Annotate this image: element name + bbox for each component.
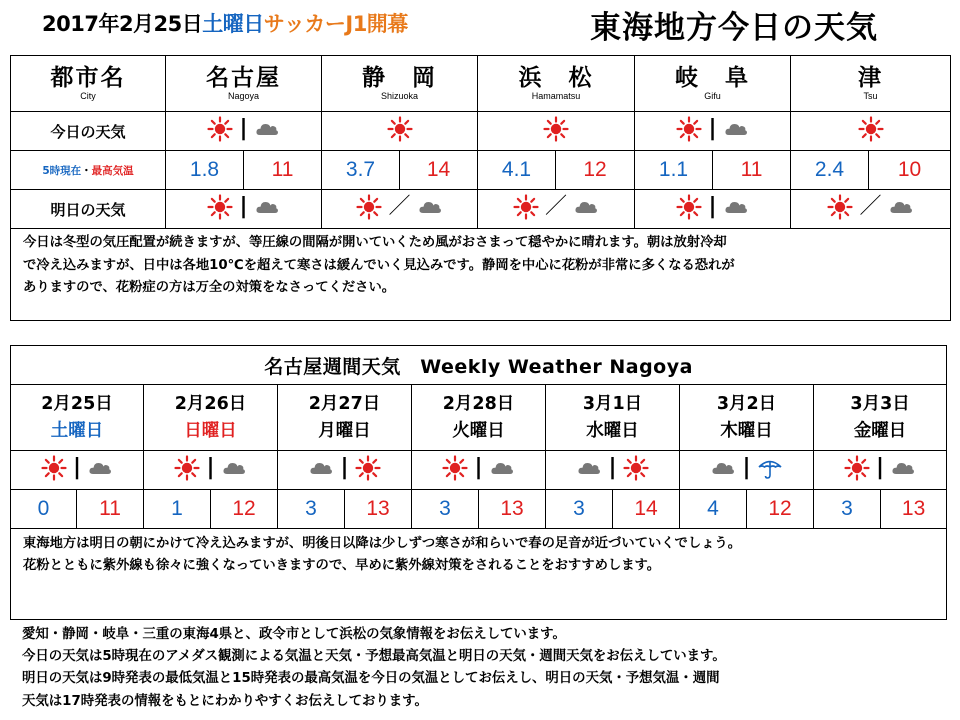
max-temp-value: 12 bbox=[556, 151, 635, 190]
day-weekday: 土曜日 bbox=[50, 420, 104, 441]
footer-line: 天気は17時発表の情報をもとにわかりやすくお伝えしております。 bbox=[22, 693, 428, 709]
sun-icon bbox=[827, 194, 853, 220]
sun-icon bbox=[543, 116, 569, 142]
separator-slash: ／ bbox=[859, 194, 882, 219]
sun-icon bbox=[356, 194, 382, 220]
separator-bar: | bbox=[239, 116, 248, 141]
sun-icon bbox=[207, 116, 233, 142]
min-temp-value: 3 bbox=[546, 490, 613, 529]
comment-line: で冷え込みますが、日中は各地10℃を超えて寒さは緩んでいく見込みです。静岡を中心に花粉が非常に多くなる恐れが bbox=[23, 257, 735, 273]
max-temp-value: 11 bbox=[713, 151, 791, 190]
weekly-comment-row bbox=[11, 529, 947, 620]
city-name-en: Hamamatsu bbox=[531, 91, 581, 101]
weekly-icons-cell bbox=[412, 451, 546, 490]
city-header-row bbox=[11, 56, 951, 112]
sun-icon bbox=[41, 455, 67, 481]
sun-icon bbox=[355, 455, 381, 481]
day-date: 3月1日 bbox=[582, 393, 643, 414]
city-cell-gifu bbox=[635, 56, 791, 112]
separator-bar: | bbox=[708, 116, 717, 141]
sun-icon bbox=[207, 194, 233, 220]
separator-bar: | bbox=[876, 455, 885, 480]
weekly-comment bbox=[11, 529, 947, 620]
footer-notes bbox=[22, 624, 942, 713]
tomorrow-icons-cell bbox=[791, 190, 951, 229]
city-cell-hamamatsu bbox=[478, 56, 635, 112]
city-name: 名古屋 bbox=[206, 65, 281, 91]
max-temp-value: 10 bbox=[869, 151, 951, 190]
tomorrow-icons-cell bbox=[166, 190, 322, 229]
current-temp-value: 4.1 bbox=[478, 151, 556, 190]
tomorrow-weather-label: 明日の天気 bbox=[11, 190, 166, 229]
cloud-icon bbox=[489, 455, 515, 481]
day-weekday: 水曜日 bbox=[586, 420, 639, 441]
sun-icon bbox=[844, 455, 870, 481]
footer-line: 明日の天気は9時発表の最低気温と15時発表の最高気温を今日の気温としてお伝えし、明日の天気・予想気温・週間 bbox=[22, 671, 720, 687]
day-weekday: 金曜日 bbox=[853, 420, 907, 441]
city-header-cell bbox=[11, 56, 166, 112]
sun-icon bbox=[623, 455, 649, 481]
max-temp-value: 14 bbox=[613, 490, 680, 529]
cloud-icon bbox=[723, 194, 749, 220]
max-temp-value: 13 bbox=[345, 490, 412, 529]
separator-bar: | bbox=[340, 455, 349, 480]
sun-icon bbox=[174, 455, 200, 481]
sun-icon bbox=[676, 116, 702, 142]
cloud-icon bbox=[221, 455, 247, 481]
city-name: 静 岡 bbox=[362, 65, 437, 91]
weekly-day-header bbox=[278, 385, 412, 451]
weekly-icons-cell bbox=[278, 451, 412, 490]
weekly-day-header bbox=[814, 385, 947, 451]
sun-icon bbox=[442, 455, 468, 481]
today-weather-row bbox=[11, 112, 951, 151]
header-date: 2017年2月25日 bbox=[42, 12, 203, 36]
weekly-icons-row bbox=[11, 451, 947, 490]
city-header-label: 都市名 bbox=[50, 65, 126, 91]
separator-bar: | bbox=[239, 194, 248, 219]
comment-line: ありますので、花粉症の方は万全の対策をなさってください。 bbox=[23, 280, 396, 295]
separator-bar: | bbox=[206, 455, 215, 480]
separator-slash: ／ bbox=[388, 194, 411, 219]
day-date: 2月26日 bbox=[174, 393, 247, 414]
weekly-icons-cell bbox=[680, 451, 814, 490]
day-date: 2月27日 bbox=[308, 393, 381, 414]
temperature-row bbox=[11, 151, 951, 190]
current-temp-value: 1.1 bbox=[635, 151, 713, 190]
min-temp-value: 1 bbox=[144, 490, 211, 529]
current-temp-value: 1.8 bbox=[166, 151, 244, 190]
header-event: サッカーJ1開幕 bbox=[263, 12, 408, 36]
header-date-line bbox=[42, 8, 408, 38]
cloud-icon bbox=[576, 455, 602, 481]
cloud-icon bbox=[308, 455, 334, 481]
weekly-icons-cell bbox=[11, 451, 144, 490]
separator-bar: | bbox=[72, 455, 82, 480]
weekly-icons-cell bbox=[546, 451, 680, 490]
page-header bbox=[0, 2, 960, 50]
weekly-day-header bbox=[412, 385, 546, 451]
max-temp-value: 14 bbox=[400, 151, 478, 190]
max-temp-value: 12 bbox=[211, 490, 278, 529]
today-weather-label: 今日の天気 bbox=[11, 112, 166, 151]
tomorrow-icons-cell bbox=[635, 190, 791, 229]
today-comment-row bbox=[11, 229, 951, 321]
max-temp-value: 13 bbox=[479, 490, 546, 529]
separator-bar: | bbox=[742, 455, 751, 480]
weekly-day-header bbox=[546, 385, 680, 451]
day-weekday: 日曜日 bbox=[184, 420, 237, 441]
city-cell-shizuoka bbox=[322, 56, 478, 112]
umbrella-icon bbox=[757, 455, 783, 481]
city-name-en: Tsu bbox=[863, 91, 878, 101]
max-temp-value: 11 bbox=[77, 490, 144, 529]
cloud-icon bbox=[890, 455, 916, 481]
cloud-icon bbox=[254, 194, 280, 220]
weekly-title-row bbox=[11, 346, 947, 385]
temperature-label bbox=[11, 151, 166, 190]
comment-line: 東海地方は明日の朝にかけて冷え込みますが、明後日以降は少しずつ寒さが和らいで春の足音が近づいていくでしょう。 bbox=[23, 536, 742, 551]
city-name-en: Nagoya bbox=[227, 91, 260, 101]
weekly-day-header bbox=[11, 385, 144, 451]
weekly-day-header bbox=[144, 385, 278, 451]
weekly-weather-table bbox=[10, 345, 947, 620]
city-name: 岐 阜 bbox=[675, 65, 750, 91]
max-temp-value: 13 bbox=[881, 490, 947, 529]
weekly-icons-cell bbox=[144, 451, 278, 490]
current-temp-value: 3.7 bbox=[322, 151, 400, 190]
day-date: 3月2日 bbox=[716, 393, 777, 414]
min-temp-value: 3 bbox=[412, 490, 479, 529]
today-icons-cell bbox=[791, 112, 951, 151]
header-weekday: 土曜日 bbox=[202, 12, 264, 36]
today-icons-cell bbox=[166, 112, 322, 151]
footer-line: 今日の天気は5時現在のアメダス観測による気温と天気・予想最高気温と明日の天気・週間天気をお伝えしています。 bbox=[22, 649, 726, 665]
page-title: 東海地方今日の天気 bbox=[590, 10, 878, 46]
current-temp-label: 5時現在 bbox=[42, 164, 82, 177]
weekly-day-header bbox=[680, 385, 814, 451]
sun-icon bbox=[387, 116, 413, 142]
comment-line: 今日は冬型の気圧配置が続きますが、等圧線の間隔が開いていくため風がおさまって穏やかに晴れます。朝は放射冷却 bbox=[23, 235, 727, 250]
cloud-icon bbox=[888, 194, 914, 220]
label-dot: ・ bbox=[81, 164, 92, 177]
weekly-date-row bbox=[11, 385, 947, 451]
cloud-icon bbox=[723, 116, 749, 142]
comment-line: 花粉とともに紫外線も徐々に強くなっていきますので、早めに紫外線対策をされることをおすすめします。 bbox=[23, 558, 661, 573]
cloud-icon bbox=[417, 194, 443, 220]
separator-bar: | bbox=[608, 455, 617, 480]
weekly-icons-cell bbox=[814, 451, 947, 490]
city-name-en: Shizuoka bbox=[380, 91, 419, 101]
city-cell-nagoya bbox=[166, 56, 322, 112]
sun-icon bbox=[513, 194, 539, 220]
current-temp-value: 2.4 bbox=[791, 151, 869, 190]
today-icons-cell bbox=[478, 112, 635, 151]
sun-icon bbox=[858, 116, 884, 142]
min-temp-value: 3 bbox=[278, 490, 345, 529]
max-temp-value: 12 bbox=[747, 490, 814, 529]
separator-bar: | bbox=[474, 455, 483, 480]
weekly-temps-row bbox=[11, 490, 947, 529]
separator-bar: | bbox=[708, 194, 717, 219]
cloud-icon bbox=[87, 455, 113, 481]
city-cell-tsu bbox=[791, 56, 951, 112]
day-date: 3月3日 bbox=[850, 393, 910, 414]
max-temp-value: 11 bbox=[244, 151, 322, 190]
day-weekday: 木曜日 bbox=[720, 420, 773, 441]
cloud-icon bbox=[254, 116, 280, 142]
city-name: 浜 松 bbox=[518, 65, 594, 91]
day-date: 2月28日 bbox=[442, 393, 515, 414]
min-temp-value: 0 bbox=[11, 490, 77, 529]
day-weekday: 火曜日 bbox=[452, 420, 505, 441]
today-icons-cell bbox=[322, 112, 478, 151]
day-date: 2月25日 bbox=[41, 393, 113, 414]
sun-icon bbox=[676, 194, 702, 220]
weekly-title: 名古屋週間天気 Weekly Weather Nagoya bbox=[11, 346, 947, 385]
today-comment bbox=[11, 229, 951, 321]
today-icons-cell bbox=[635, 112, 791, 151]
cloud-icon bbox=[710, 455, 736, 481]
tomorrow-icons-cell bbox=[478, 190, 635, 229]
city-name-en: Gifu bbox=[704, 91, 721, 101]
separator-slash: ／ bbox=[544, 194, 567, 219]
today-weather-table bbox=[10, 55, 951, 321]
tomorrow-weather-row bbox=[11, 190, 951, 229]
max-temp-label: 最高気温 bbox=[91, 164, 134, 177]
min-temp-value: 4 bbox=[680, 490, 747, 529]
min-temp-value: 3 bbox=[814, 490, 881, 529]
tomorrow-icons-cell bbox=[322, 190, 478, 229]
day-weekday: 月曜日 bbox=[318, 420, 371, 441]
city-name: 津 bbox=[858, 65, 883, 91]
city-header-label-en: City bbox=[80, 91, 96, 101]
cloud-icon bbox=[573, 194, 599, 220]
footer-line: 愛知・静岡・岐阜・三重の東海4県と、政令市として浜松の気象情報をお伝えしています。 bbox=[22, 627, 566, 642]
